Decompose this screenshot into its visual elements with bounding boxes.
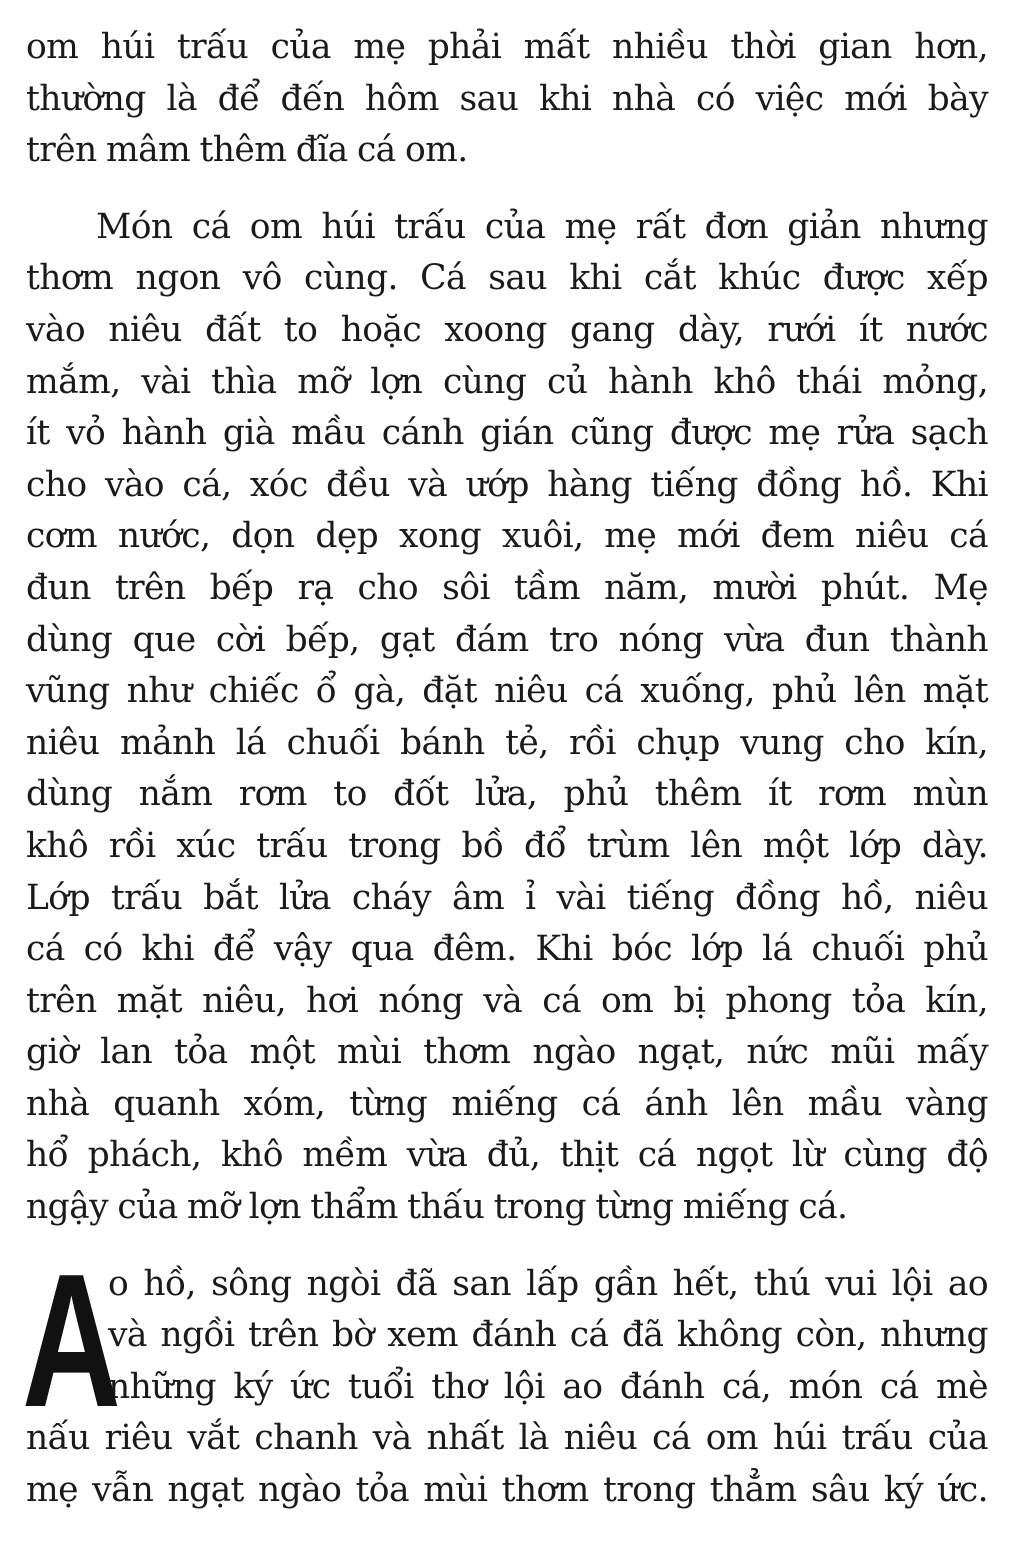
document-page: [22, 22, 988, 1517]
text-line: và ngồi trên bờ xem đánh cá đã không còn, nhưng: [108, 1315, 988, 1356]
text-line: thơm ngon vô cùng. Cá sau khi cắt khúc được xếp: [26, 258, 988, 299]
text-line: ngậy của mỡ lợn thẩm thấu trong từng miếng cá.: [26, 1187, 848, 1228]
text-line: hổ phách, khô mềm vừa đủ, thịt cá ngọt lừ cùng độ: [26, 1135, 988, 1176]
text-line: khô rồi xúc trấu trong bồ đổ trùm lên một lớp dày.: [26, 825, 988, 866]
text-line: niêu mảnh lá chuối bánh tẻ, rồi chụp vung cho kín,: [26, 722, 988, 763]
text-line: ít vỏ hành già mầu cánh gián cũng được mẹ rửa sạch: [26, 413, 988, 454]
text-line: Món cá om húi trấu của mẹ rất đơn giản nhưng: [96, 206, 988, 247]
text-line: nhà quanh xóm, từng miếng cá ánh lên mầu vàng: [26, 1083, 988, 1124]
text-line: trên mâm thêm đĩa cá om.: [26, 130, 468, 171]
text-line: nấu riêu vắt chanh và nhất là niêu cá om húi trấu của: [26, 1418, 988, 1459]
text-line: mắm, vài thìa mỡ lợn cùng củ hành khô thái mỏng,: [26, 361, 988, 402]
text-line: Lớp trấu bắt lửa cháy âm ỉ vài tiếng đồng hồ, niêu: [26, 877, 988, 918]
paragraph-1: [26, 22, 988, 177]
text-line: dùng nắm rơm to đốt lửa, phủ thêm ít rơm mùn: [26, 774, 988, 815]
text-line: vũng như chiếc ổ gà, đặt niêu cá xuống, phủ lên mặt: [26, 671, 988, 712]
text-line: cá có khi để vậy qua đêm. Khi bóc lớp lá chuối phủ: [26, 929, 988, 970]
text-line: dùng que cời bếp, gạt đám tro nóng vừa đun thành: [26, 619, 988, 660]
paragraph-3: [22, 1234, 988, 1517]
text-line: cơm nước, dọn dẹp xong xuôi, mẹ mới đem niêu cá: [26, 516, 988, 557]
text-line: om húi trấu của mẹ phải mất nhiều thời gian hơn,: [26, 27, 988, 67]
text-line: trên mặt niêu, hơi nóng và cá om bị phong tỏa kín,: [26, 980, 988, 1021]
text-line: đun trên bếp rạ cho sôi tầm năm, mười phút. Mẹ: [26, 567, 988, 608]
text-line: thường là để đến hôm sau khi nhà có việc mới bày: [26, 78, 988, 119]
drop-cap: A: [22, 1234, 121, 1447]
text-line: vào niêu đất to hoặc xoong gang dày, rưới ít nước: [26, 309, 988, 350]
text-line: cho vào cá, xóc đều và ướp hàng tiếng đồng hồ. Khi: [26, 464, 988, 505]
text-line: giờ lan tỏa một mùi thơm ngào ngạt, nức mũi mấy: [26, 1032, 988, 1073]
text-line: mẹ vẫn ngạt ngào tỏa mùi thơm trong thẳm sâu ký ức.: [26, 1470, 988, 1511]
text-line: o hồ, sông ngòi đã san lấp gần hết, thú vui lội ao: [108, 1263, 988, 1304]
paragraph-2: [26, 202, 988, 1234]
text-line: những ký ức tuổi thơ lội ao đánh cá, món cá mè: [108, 1366, 988, 1407]
